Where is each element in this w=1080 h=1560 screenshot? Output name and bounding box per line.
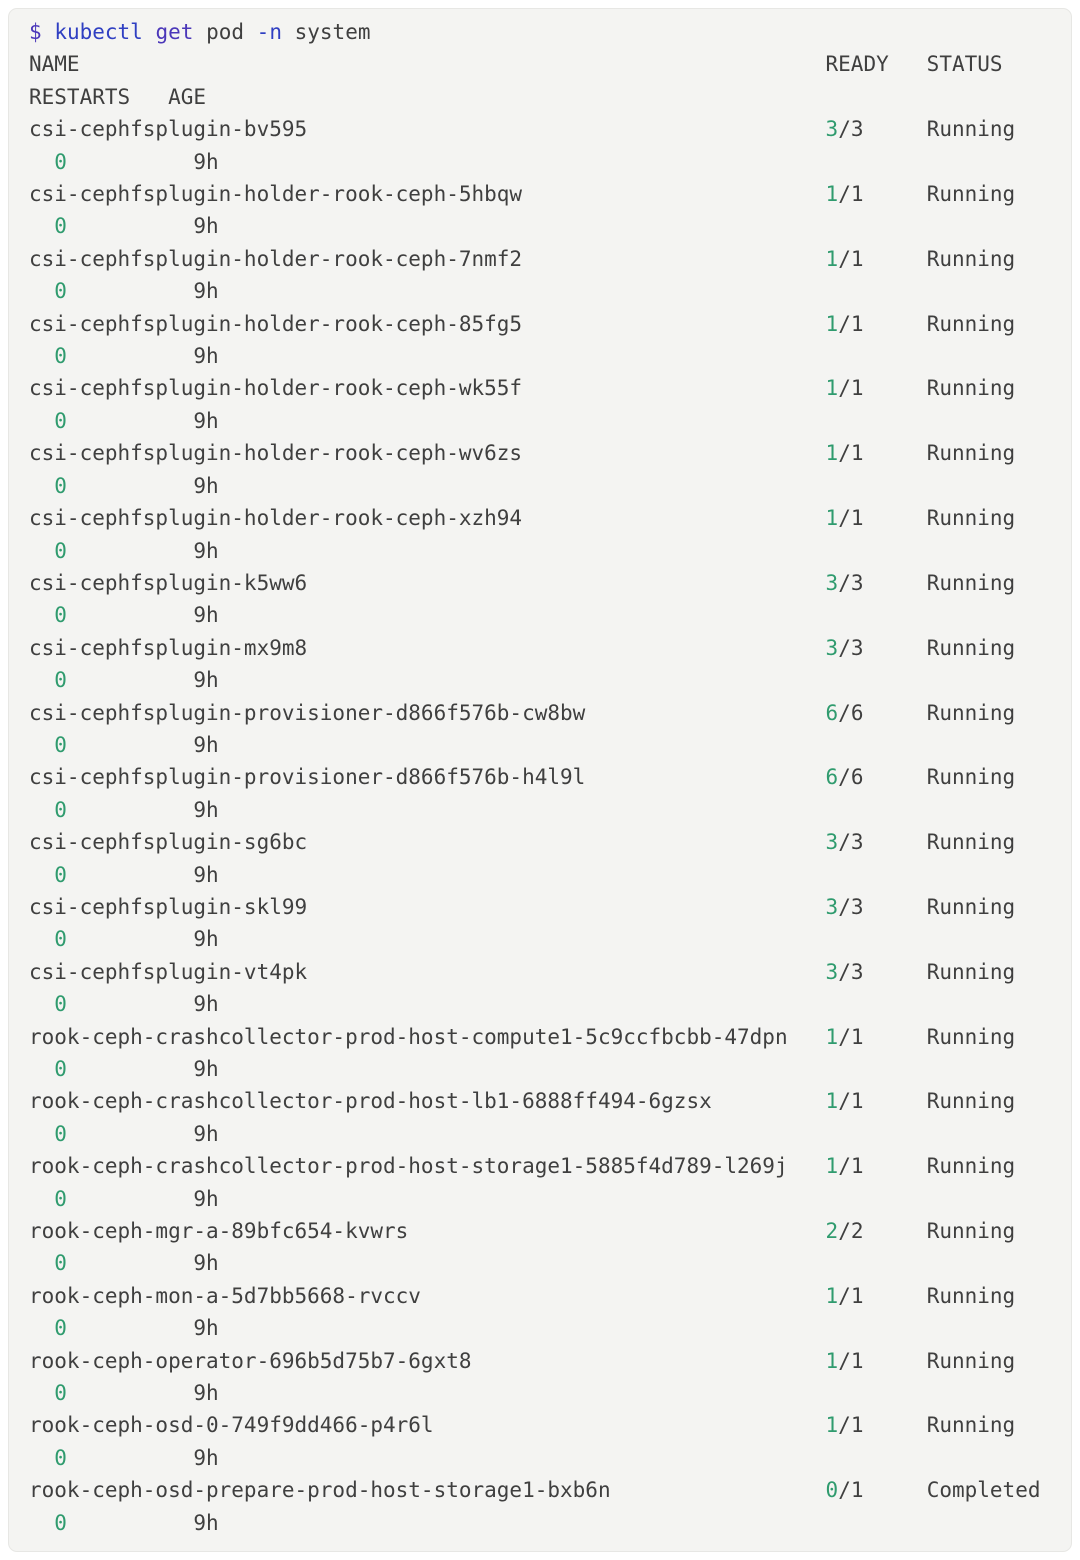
pod-name: rook-ceph-crashcollector-prod-host-lb1-6888ff494-6gzsx: [29, 1089, 712, 1114]
pod-ready: [826, 1219, 864, 1243]
pod-row: [29, 1219, 1015, 1275]
pod-name: rook-ceph-operator-696b5d75b7-6gxt8: [29, 1348, 472, 1373]
pod-status: Running: [926, 765, 1016, 790]
pod-status: Running: [926, 1024, 1016, 1049]
pod-ready: [826, 960, 864, 984]
pod-ready: [826, 830, 864, 854]
pod-ready-total: /6: [838, 765, 864, 790]
pod-restarts: 0: [54, 927, 67, 952]
pod-ready-current: 1: [825, 1413, 839, 1438]
pod-ready: [826, 1025, 864, 1049]
pod-name: rook-ceph-mon-a-5d7bb5668-rvccv: [29, 1283, 421, 1308]
pod-row: [29, 182, 1015, 238]
pod-restarts: 0: [54, 1381, 67, 1406]
table-header-wrap-line: [29, 85, 206, 109]
pod-ready-total: /3: [838, 117, 864, 142]
pod-ready-current: 2: [825, 1219, 839, 1244]
pod-ready-current: 6: [825, 700, 839, 725]
pod-restarts: 0: [54, 732, 67, 757]
pod-ready-current: 1: [825, 441, 839, 466]
pod-ready-current: 0: [825, 1478, 839, 1503]
pod-status: Running: [926, 635, 1016, 660]
pod-name: csi-cephfsplugin-vt4pk: [29, 959, 308, 984]
command-token: system: [294, 20, 371, 44]
pod-name: rook-ceph-crashcollector-prod-host-compute1-5c9ccfbcbb-47dpn: [29, 1024, 788, 1049]
pod-row: [29, 441, 1015, 497]
pod-row: [29, 636, 1015, 692]
pod-age: 9h: [193, 408, 219, 433]
pod-status: Running: [926, 1089, 1016, 1114]
pod-age: 9h: [193, 1121, 219, 1146]
pod-status: Running: [926, 959, 1016, 984]
pod-name: rook-ceph-crashcollector-prod-host-storage1-5885f4d789-l269j: [29, 1154, 788, 1179]
pod-name: rook-ceph-osd-prepare-prod-host-storage1-bxb6n: [29, 1478, 611, 1503]
pod-age: 9h: [193, 1381, 219, 1406]
pod-age: 9h: [193, 797, 219, 822]
column-header-name: NAME: [29, 52, 826, 77]
pod-ready: [826, 376, 864, 400]
pod-status: Running: [926, 506, 1016, 531]
pod-ready-total: /1: [838, 1478, 864, 1503]
pod-status: Running: [926, 1283, 1016, 1308]
pod-row: [29, 1284, 1015, 1340]
pod-name: csi-cephfsplugin-holder-rook-ceph-xzh94: [29, 506, 523, 531]
pod-row: [29, 765, 1015, 821]
pod-ready-current: 1: [825, 311, 839, 336]
pod-name: csi-cephfsplugin-k5ww6: [29, 570, 308, 595]
pod-ready: [826, 182, 864, 206]
pod-restarts: 0: [54, 279, 67, 304]
prompt-symbol: $: [29, 20, 42, 44]
pod-ready-total: /3: [838, 959, 864, 984]
pod-restarts: 0: [54, 1121, 67, 1146]
pod-age: 9h: [193, 732, 219, 757]
command-line: [29, 20, 370, 44]
pod-ready-total: /1: [838, 506, 864, 531]
pod-restarts: 0: [54, 862, 67, 887]
pod-ready-total: /1: [838, 441, 864, 466]
pod-name: rook-ceph-osd-0-749f9dd466-p4r6l: [29, 1413, 434, 1438]
pod-age: 9h: [193, 473, 219, 498]
pod-row: [29, 376, 1015, 432]
pod-name: csi-cephfsplugin-holder-rook-ceph-85fg5: [29, 311, 523, 336]
command-token: get: [155, 20, 194, 44]
pod-ready-current: 3: [825, 894, 839, 919]
pod-ready-current: 1: [825, 1283, 839, 1308]
pod-restarts: 0: [54, 344, 67, 369]
pod-age: 9h: [193, 214, 219, 239]
pod-ready: [826, 1089, 864, 1113]
pod-restarts: 0: [54, 149, 67, 174]
pod-ready: [826, 1413, 864, 1437]
pod-ready-total: /1: [838, 376, 864, 401]
pod-age: 9h: [193, 1186, 219, 1211]
pod-row: [29, 571, 1015, 627]
pod-restarts: 0: [54, 538, 67, 563]
pod-age: 9h: [193, 1510, 219, 1535]
pod-restarts: 0: [54, 603, 67, 628]
pod-ready-total: /1: [838, 1283, 864, 1308]
pod-name: csi-cephfsplugin-mx9m8: [29, 635, 308, 660]
pod-ready-current: 3: [825, 959, 839, 984]
pod-age: 9h: [193, 1251, 219, 1276]
pod-ready-current: 1: [825, 246, 839, 271]
pod-age: 9h: [193, 992, 219, 1017]
pod-row: [29, 117, 1015, 173]
pod-ready-current: 3: [825, 117, 839, 142]
column-header-status: STATUS: [926, 52, 1003, 77]
pod-restarts: 0: [54, 668, 67, 693]
pod-restarts: 0: [54, 1186, 67, 1211]
column-header-restarts: RESTARTS: [29, 84, 169, 109]
pod-row: [29, 1413, 1015, 1469]
pod-ready: [826, 1349, 864, 1373]
pod-row: [29, 1478, 1041, 1534]
pod-ready-total: /1: [838, 1413, 864, 1438]
terminal-panel: [8, 8, 1072, 1552]
pod-name: rook-ceph-mgr-a-89bfc654-kvwrs: [29, 1219, 409, 1244]
pod-row: [29, 312, 1015, 368]
pod-name: csi-cephfsplugin-provisioner-d866f576b-cw8bw: [29, 700, 586, 725]
table-header-line: [29, 52, 1003, 76]
pod-ready: [826, 895, 864, 919]
terminal-text: [29, 16, 1051, 1539]
pod-ready-total: /2: [838, 1219, 864, 1244]
pod-restarts: 0: [54, 214, 67, 239]
pod-age: 9h: [193, 149, 219, 174]
pod-ready: [826, 247, 864, 271]
command-token: -n: [256, 20, 282, 44]
pod-ready: [826, 1478, 864, 1502]
pod-restarts: 0: [54, 408, 67, 433]
pod-row: [29, 830, 1015, 886]
pod-status: Running: [926, 182, 1016, 207]
command-token: kubectl: [54, 20, 143, 44]
pod-ready-current: 1: [825, 506, 839, 531]
pod-ready-total: /1: [838, 182, 864, 207]
pod-restarts: 0: [54, 1445, 67, 1470]
pod-ready: [826, 312, 864, 336]
pod-row: [29, 960, 1015, 1016]
pod-status: Running: [926, 700, 1016, 725]
pod-ready-total: /3: [838, 830, 864, 855]
pod-status: Running: [926, 246, 1016, 271]
pod-row: [29, 895, 1015, 951]
pod-status: Running: [926, 441, 1016, 466]
pod-age: 9h: [193, 538, 219, 563]
pod-ready: [826, 571, 864, 595]
pod-name: csi-cephfsplugin-skl99: [29, 894, 308, 919]
pod-ready: [826, 1154, 864, 1178]
pod-age: 9h: [193, 862, 219, 887]
pod-row: [29, 1025, 1015, 1081]
pod-name: csi-cephfsplugin-holder-rook-ceph-5hbqw: [29, 182, 523, 207]
pod-name: csi-cephfsplugin-bv595: [29, 117, 308, 142]
pod-name: csi-cephfsplugin-sg6bc: [29, 830, 308, 855]
pod-status: Completed: [926, 1478, 1041, 1503]
pod-ready-total: /1: [838, 246, 864, 271]
pod-restarts: 0: [54, 473, 67, 498]
pod-status: Running: [926, 830, 1016, 855]
pod-ready-total: /6: [838, 700, 864, 725]
pod-ready-current: 6: [825, 765, 839, 790]
pod-status: Running: [926, 117, 1016, 142]
pod-row: [29, 506, 1015, 562]
pod-ready-total: /3: [838, 894, 864, 919]
pod-ready-current: 1: [825, 1348, 839, 1373]
pod-age: 9h: [193, 603, 219, 628]
pod-age: 9h: [193, 927, 219, 952]
pod-ready: [826, 117, 864, 141]
pod-age: 9h: [193, 1445, 219, 1470]
pod-status: Running: [926, 1154, 1016, 1179]
pod-status: Running: [926, 1219, 1016, 1244]
command-token: pod: [206, 20, 245, 44]
pod-ready-total: /1: [838, 1024, 864, 1049]
pod-ready-current: 3: [825, 570, 839, 595]
pod-name: csi-cephfsplugin-holder-rook-ceph-7nmf2: [29, 246, 523, 271]
pod-row: [29, 1089, 1015, 1145]
pod-ready: [826, 701, 864, 725]
pod-ready-current: 3: [825, 635, 839, 660]
pod-row: [29, 1349, 1015, 1405]
pod-ready-total: /3: [838, 635, 864, 660]
pod-ready: [826, 1284, 864, 1308]
pod-status: Running: [926, 376, 1016, 401]
pod-restarts: 0: [54, 1251, 67, 1276]
pod-ready: [826, 441, 864, 465]
pod-ready-current: 1: [825, 376, 839, 401]
pod-status: Running: [926, 311, 1016, 336]
pod-ready-total: /1: [838, 1348, 864, 1373]
pod-restarts: 0: [54, 992, 67, 1017]
pod-ready: [826, 636, 864, 660]
pod-ready-total: /1: [838, 311, 864, 336]
pod-ready-total: /3: [838, 570, 864, 595]
pod-row: [29, 247, 1015, 303]
pod-ready-current: 1: [825, 182, 839, 207]
pod-status: Running: [926, 894, 1016, 919]
pod-age: 9h: [193, 668, 219, 693]
pod-age: 9h: [193, 1316, 219, 1341]
pod-ready-total: /1: [838, 1154, 864, 1179]
pod-ready: [826, 765, 864, 789]
column-header-age: AGE: [168, 84, 207, 109]
pod-restarts: 0: [54, 1316, 67, 1341]
column-header-ready: READY: [825, 52, 927, 77]
pod-ready-total: /1: [838, 1089, 864, 1114]
pod-age: 9h: [193, 1057, 219, 1081]
pod-ready: [826, 506, 864, 530]
pod-restarts: 0: [54, 1510, 67, 1535]
pod-status: Running: [926, 1348, 1016, 1373]
pod-name: csi-cephfsplugin-holder-rook-ceph-wv6zs: [29, 441, 523, 466]
pod-restarts: 0: [54, 797, 67, 822]
pod-row: [29, 701, 1015, 757]
pod-ready-current: 1: [825, 1154, 839, 1179]
pod-ready-current: 1: [825, 1024, 839, 1049]
pod-name: csi-cephfsplugin-provisioner-d866f576b-h4l9l: [29, 765, 586, 790]
pod-ready-current: 3: [825, 830, 839, 855]
pod-age: 9h: [193, 279, 219, 304]
pod-restarts: 0: [54, 1057, 67, 1081]
pod-name: csi-cephfsplugin-holder-rook-ceph-wk55f: [29, 376, 523, 401]
pod-ready-current: 1: [825, 1089, 839, 1114]
pod-status: Running: [926, 570, 1016, 595]
pod-status: Running: [926, 1413, 1016, 1438]
pod-row: [29, 1154, 1015, 1210]
pod-age: 9h: [193, 344, 219, 369]
